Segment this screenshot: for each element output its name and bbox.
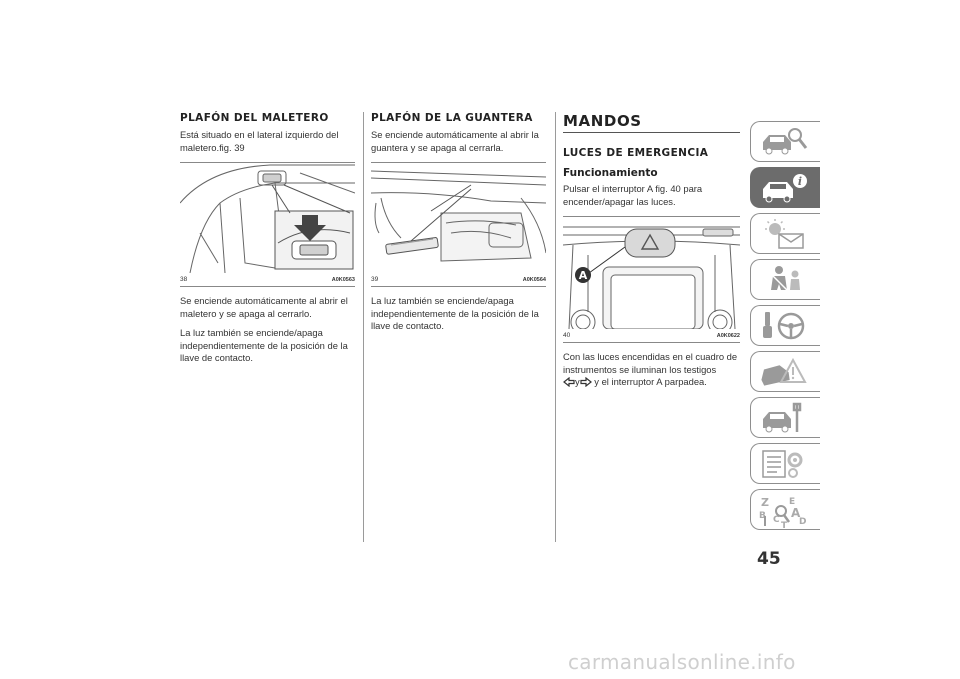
subsection-heading-operation: Funcionamiento	[563, 167, 658, 179]
glovebox-light-illustration	[371, 163, 546, 273]
column-glovebox-light	[371, 112, 546, 340]
tab-emergency[interactable]	[750, 351, 820, 392]
tab-car-info[interactable]	[750, 167, 820, 208]
tab-technical-data[interactable]	[750, 443, 820, 484]
trunk-light-illustration	[180, 163, 355, 273]
hazard-switch-illustration	[563, 217, 740, 329]
figure-code: A0K0564	[522, 276, 546, 283]
tab-alphabetical-index[interactable]	[750, 489, 820, 530]
watermark: carmanualsonline.info	[568, 650, 796, 674]
column-divider	[363, 112, 364, 542]
tab-safety[interactable]	[750, 259, 820, 300]
key-steering-wheel-icon	[759, 310, 809, 342]
column-trunk-light	[180, 112, 355, 372]
figure-number: 38	[180, 276, 188, 283]
section-heading-glovebox-light: PLAFÓN DE LA GUANTERA	[371, 112, 533, 124]
paragraph: Pulsar el interruptor A fig. 40 para encender/apagar las luces.	[563, 183, 703, 207]
paragraph-conjunction: y	[575, 376, 580, 387]
paragraph	[563, 351, 740, 389]
callout-a-label: A	[578, 269, 588, 282]
car-info-icon	[759, 172, 809, 204]
technical-data-icon	[759, 448, 809, 480]
svg-text:Z: Z	[761, 496, 769, 509]
paragraph: La luz también se enciende/apaga independientemente de la posición de la llave de contacto.	[371, 295, 539, 331]
car-maintenance-icon	[759, 402, 809, 434]
svg-text:E: E	[789, 497, 796, 507]
svg-text:A: A	[791, 506, 801, 520]
title-rule	[563, 132, 740, 133]
paragraph: Se enciende automáticamente al abrir el maletero y se apaga al cerrarlo.	[180, 295, 348, 319]
section-heading-hazard-lights: LUCES DE EMERGENCIA	[563, 147, 709, 159]
paragraph-text: y el interruptor A parpadea.	[594, 376, 707, 387]
figure-number: 40	[563, 332, 571, 339]
car-emergency-icon	[759, 356, 809, 388]
warning-lights-icon	[759, 218, 809, 250]
tab-car-search[interactable]	[750, 121, 820, 162]
column-controls	[563, 112, 740, 396]
page-number: 45	[757, 549, 781, 569]
car-search-icon	[759, 126, 809, 158]
figure-trunk-light	[180, 162, 355, 287]
tab-maintenance[interactable]	[750, 397, 820, 438]
figure-glovebox-light	[371, 162, 546, 287]
svg-text:i: i	[797, 175, 803, 188]
svg-text:B: B	[759, 511, 766, 521]
turn-left-indicator-icon	[563, 377, 575, 387]
turn-right-indicator-icon	[580, 377, 592, 387]
svg-text:C: C	[773, 515, 780, 525]
figure-code: A0K0563	[331, 276, 355, 283]
column-divider	[555, 112, 556, 542]
alphabetical-index-icon	[759, 494, 809, 528]
paragraph: Se enciende automáticamente al abrir la guantera y se apaga al cerrarla.	[371, 129, 539, 153]
paragraph: La luz también se enciende/apaga independientemente de la posición de la llave de contacto.	[180, 327, 348, 363]
paragraph-text: Con las luces encendidas en el cuadro de instrumentos se iluminan los testigos	[563, 351, 738, 375]
tab-warning-lights[interactable]	[750, 213, 820, 254]
svg-text:D: D	[799, 517, 807, 527]
paragraph: Está situado en el lateral izquierdo del maletero.fig. 39	[180, 129, 339, 153]
figure-hazard-switch	[563, 216, 740, 343]
figure-number: 39	[371, 276, 379, 283]
safety-person-icon	[759, 264, 809, 296]
section-heading-trunk-light: PLAFÓN DEL MALETERO	[180, 112, 329, 124]
figure-code: A0K0622	[716, 332, 740, 339]
chapter-title: MANDOS	[563, 112, 642, 130]
svg-text:T: T	[781, 521, 788, 528]
tab-key-steering[interactable]	[750, 305, 820, 346]
